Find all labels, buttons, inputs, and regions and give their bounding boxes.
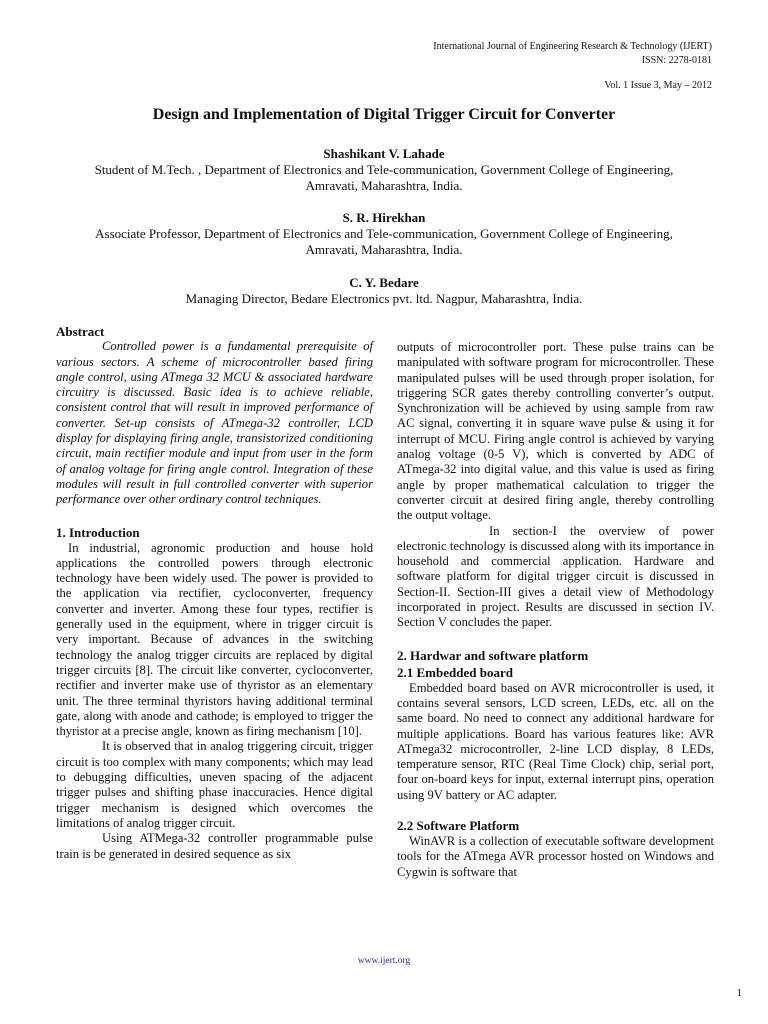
paper-title: Design and Implementation of Digital Trigger Circuit for Converter [152,106,616,123]
subsection-heading: 2.2 Software Platform [397,818,520,834]
issn: ISSN: 2278-0181 [641,55,712,66]
paragraph: In section-I the overview of power electronic technology is discussed along with its importance in household and commercial application. Hardware and software platform for digital trigger circuit is discussed in Section-II. Section-III gives a detail view of Methodology incorporated in project. Results are discussed in section IV. Section V concludes the paper. [397,523,714,630]
paragraph: Embedded board based on AVR microcontroller is used, it contains several sensors, LCD screen, LEDs, etc. all on the same board. No need to connect any additional hardware for multiple applications. Board has various features like: AVR ATmega32 microcontroller, 2-line LCD display, 8 LEDs, temperature sensor, RTC (Real Time Clock) chip, serial port, four on-board keys for input, external interrupt pins, operation using 9V battery or AC adapter. [397,680,714,802]
journal-url[interactable]: www.ijert.org [357,956,411,966]
paragraph: WinAVR is a collection of executable software development tools for the ATmega AVR processor hosted on Windows and Cygwin is software that [397,834,714,879]
volume-issue: Vol. 1 Issue 3, May – 2012 [604,80,712,91]
paragraph: It is observed that in analog triggering circuit, trigger circuit is too complex with many components; which may lead to debugging difficulties, uneven spacing of the adjacent trigger pulses and shifting phase inaccuracies. Hence digital trigger mechanism is designed which overcomes the limitations of analog trigger circuit. [56,739,373,830]
author-affiliation: Associate Professor, Department of Electronics and Tele-communication, Government College of Engineering, Amravati, Maharashtra, India. [95,226,673,257]
paragraph: In industrial, agronomic production and house hold applications the controlled powers through electronic technology have been widely used. The power is provided to the application via rectifier, cycloconverter, frequency converter and inverter. Among these four types, rectifier is generally used in the equipment, where in trigger circuit is very important. Because of advances in the switching technology the analog trigger circuits are replaced by digital trigger circuits [8]. The circuit like converter, cycloconverter, rectifier and inverter make use of thyristor as an elementary unit. The three terminal thyristors having additional terminal gate, along with anode and cathode; is employed to trigger the thyristor at a precise angle, known as firing mechanism [10]. [56,540,373,739]
author-block [70,146,698,194]
author-affiliation: Managing Director, Bedare Electronics pvt. ltd. Nagpur, Maharashtra, India. [185,291,583,306]
page-number: 1 [736,987,742,999]
left-column [56,324,373,862]
section-heading: 2. Hardwar and software platform [397,647,589,663]
paragraph: outputs of microcontroller port. These pulse trains can be manipulated with software program for microcontroller. These manipulated pulses will be used through proper isolation, for triggering SCR gates thereby controlling converter’s output. Synchronization will be achieved by using sample from raw AC signal, converting it in square wave pulse & using it for interrupt of MCU. Firing angle control is achieved by varying analog voltage (0-5 V), which is converted by ADC of ATmega-32 into digital value, and this value is used as firing angle by proper mathematical calculation to trigger the converter circuit at desired firing angle, thereby controlling the output voltage. [397,340,714,523]
author-name: C. Y. Bedare [349,275,419,290]
abstract-heading: Abstract [56,324,105,339]
author-block [70,275,698,307]
author-affiliation: Student of M.Tech. , Department of Electronics and Tele-communication, Government College of Engineering, Amravati, Maharashtra, India. [94,162,674,193]
author-name: Shashikant V. Lahade [323,146,445,161]
author-block [70,210,698,258]
journal-name: International Journal of Engineering Research & Technology (IJERT) [433,41,712,52]
author-name: S. R. Hirekhan [342,210,426,225]
subsection-heading: 2.1 Embedded board [397,664,513,680]
abstract-text: Controlled power is a fundamental prerequisite of various sectors. A scheme of microcontroller based firing angle control, using ATmega 32 MCU & associated hardware circuitry is discussed. Basic idea is to achieve reliable, consistent control that will result in improved performance of converter. Set-up consists of ATmega-32 controller, LCD display for displaying firing angle, transistorized conditioning circuit, main rectifier module and input from user in the form of analog voltage for firing angle control. Integration of these modules will result in full controlled converter with superior performance over other ordinary control techniques. [56,339,373,507]
section-heading: 1. Introduction [56,524,140,540]
right-column [397,340,714,880]
paragraph: Using ATMega-32 controller programmable pulse train is be generated in desired sequence as six [56,831,373,861]
